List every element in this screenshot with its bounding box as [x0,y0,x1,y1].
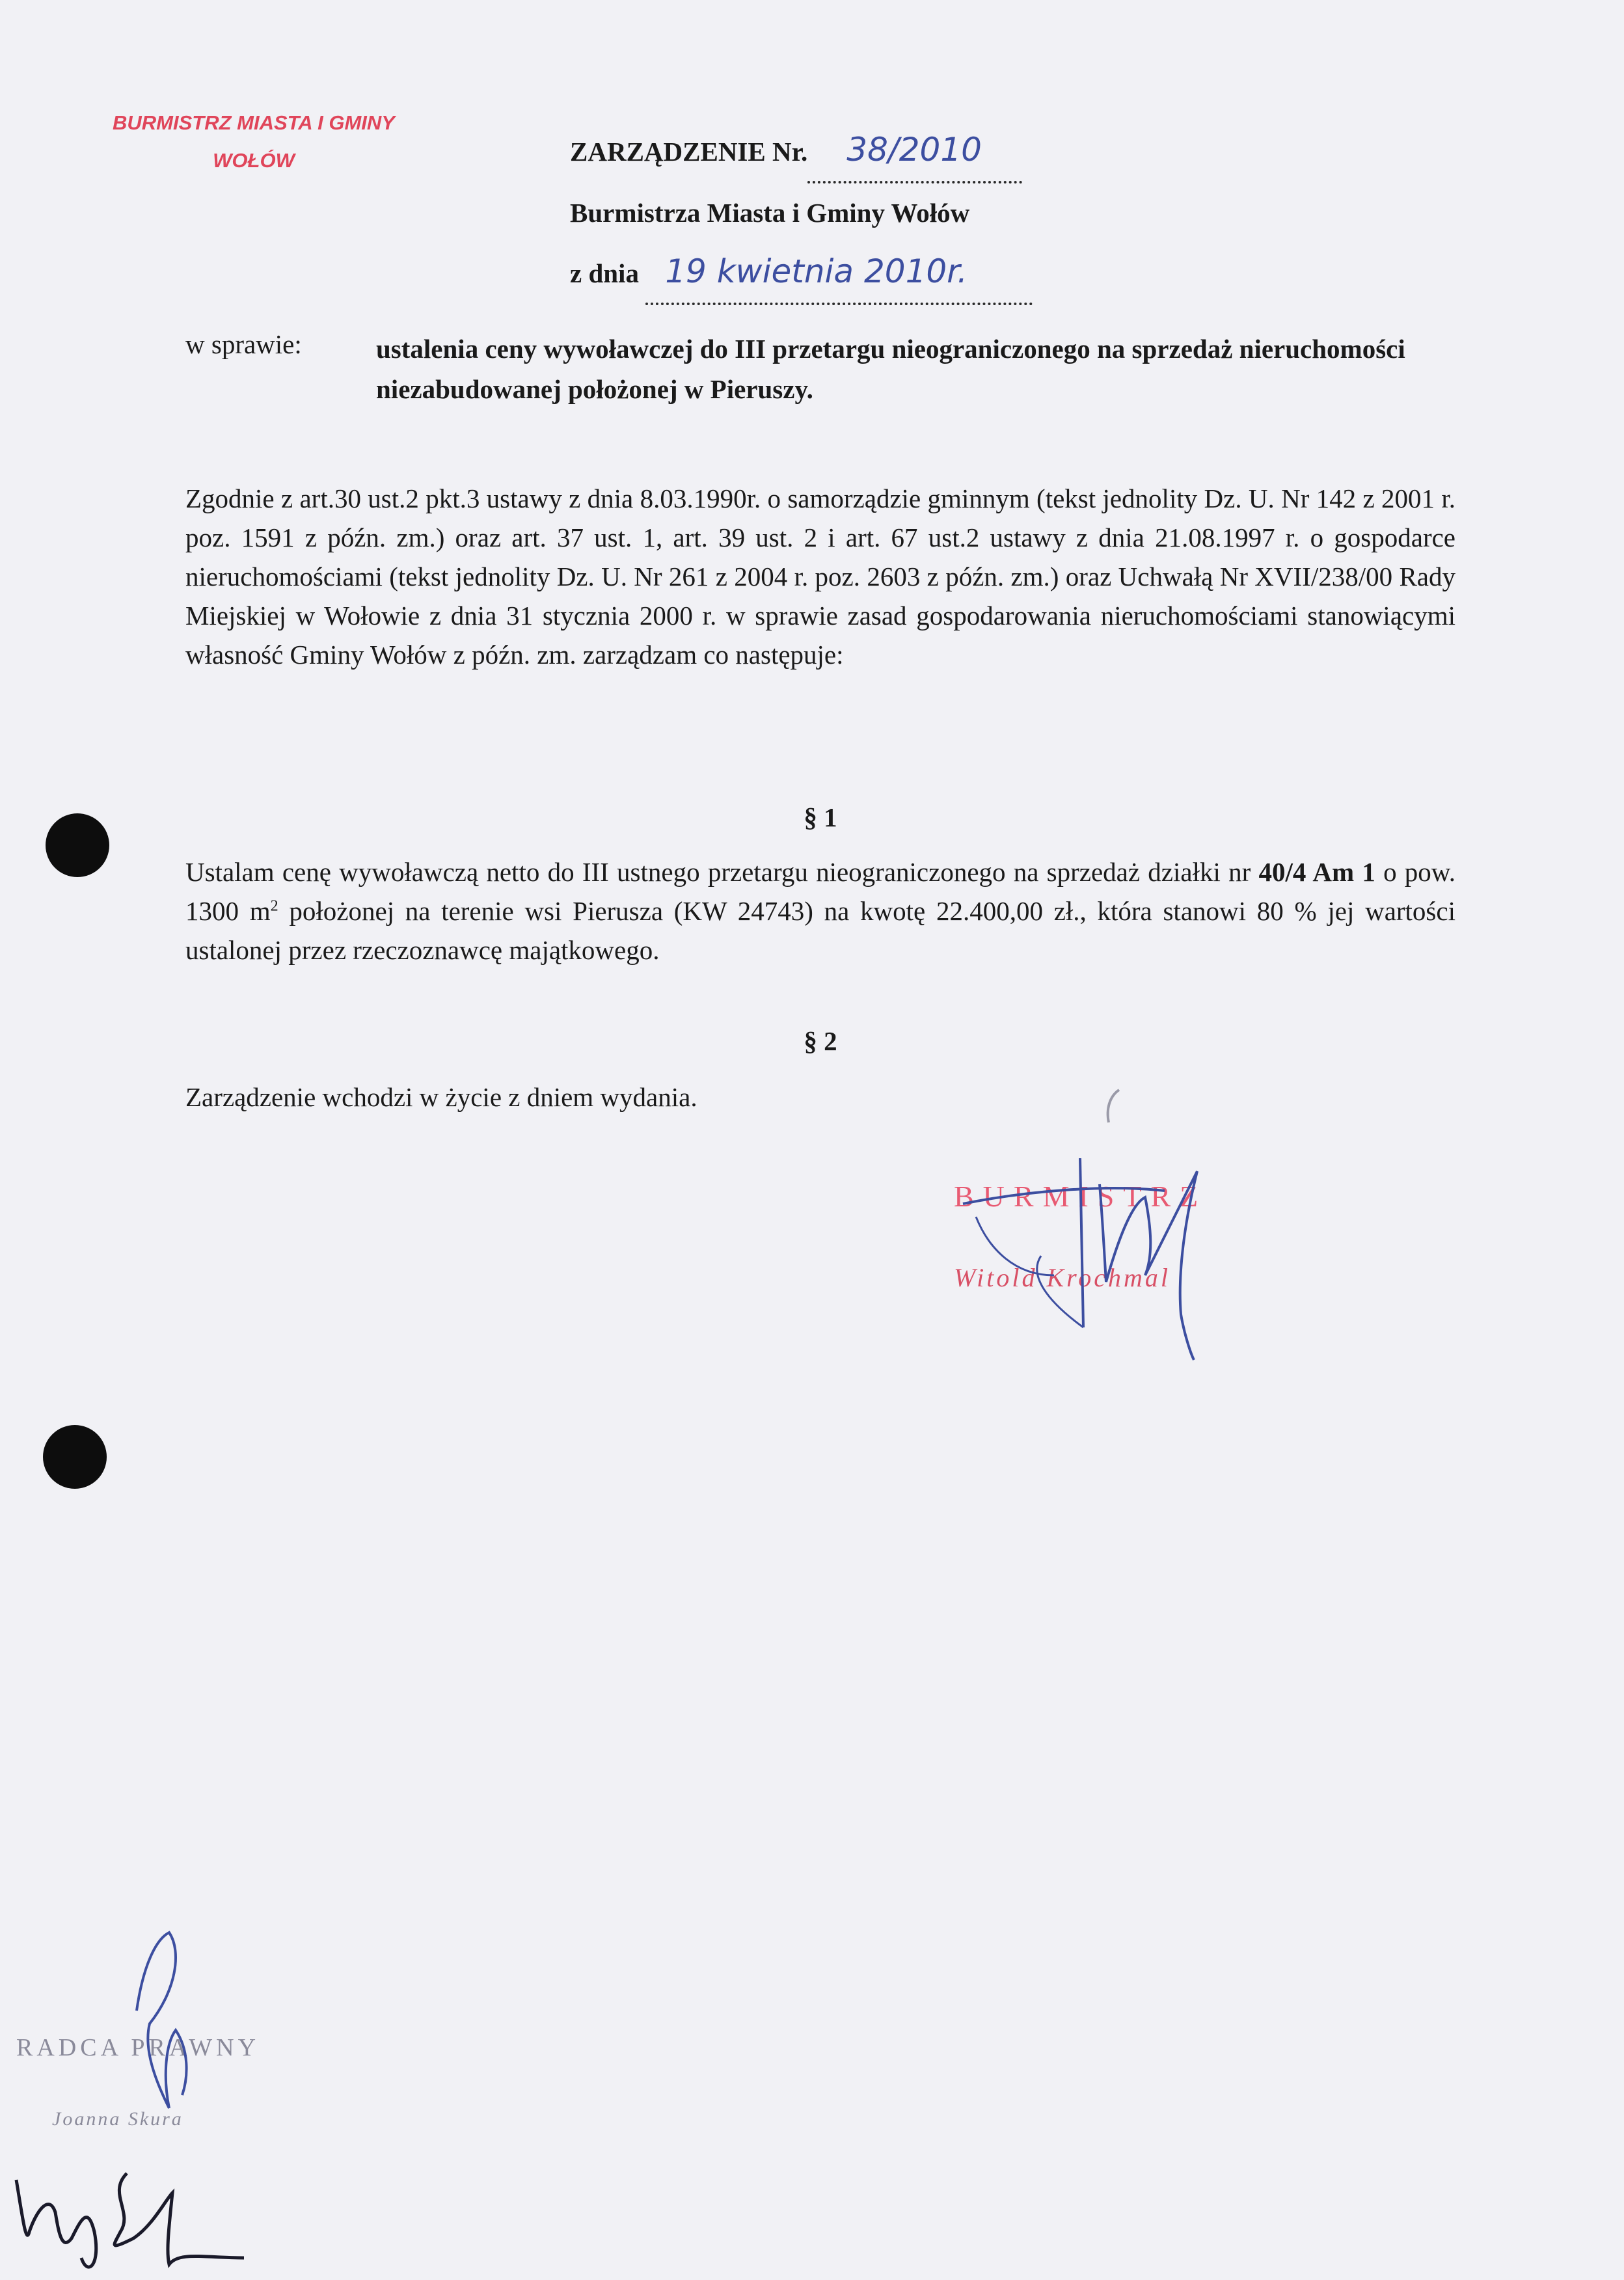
handwritten-date: 19 kwietnia 2010r. [665,252,968,290]
issuer-line: Burmistrza Miasta i Gminy Wołów [570,198,970,228]
section-1-paragraph [185,852,1455,970]
mayor-stamp-name: Witold Krochmal [954,1263,1171,1292]
issuer-stamp-line1: BURMISTRZ MIASTA I GMINY [113,111,395,134]
section-2-paragraph: Zarządzenie wchodzi w życie z dniem wydania. [185,1082,697,1112]
subject-label: w sprawie: [185,329,302,359]
issuer-stamp-line2: WOŁÓW [213,149,295,172]
mayor-stamp-title: BURMISTRZ [954,1180,1208,1213]
legal-stamp-name: Joanna Skura [52,2108,183,2130]
punch-hole-bottom [43,1425,107,1489]
mayor-signature [950,1145,1288,1366]
legal-stamp-title: RADCA PRAWNY [16,2034,260,2061]
date-field [645,242,1033,305]
number-field [807,120,1022,183]
area-superscript: 2 [270,897,278,915]
ink-mark [1100,1087,1126,1126]
legal-signature [98,1913,241,2160]
section-1-text-b: o pow. 1300 m [185,857,1455,926]
section-1-heading: § 1 [804,802,837,832]
handwritten-number: 38/2010 [846,131,982,169]
section-1-text-a: Ustalam cenę wywoławczą netto do III ustnego przetargu nieograniczonego na sprzedaż działki nr [185,857,1259,887]
preamble-paragraph: Zgodnie z art.30 ust.2 pkt.3 ustawy z dnia 8.03.1990r. o samorządzie gminnym (tekst jednolity Dz. U. Nr 142 z 2001 r. poz. 1591 z późn. zm.) oraz art. 37 ust. 1, art. 39 ust. 2 i art. 67 ust.2 ustawy z dnia 21.08.1997 r. o gospodarce nieruchomościami (tekst jednolity Dz. U. Nr 261 z 2004 r. poz. 2603 z późn. zm.) oraz Uchwałą Nr XVII/238/00 Rady Miejskiej w Wołowie z dnia 31 stycznia 2000 r. w sprawie zasad gospodarowania nieruchomościami stanowiącymi własność Gminy Wołów z późn. zm. zarządzam co następuje: [185,483,1455,670]
initials-signature [10,2154,257,2277]
parcel-number: 40/4 Am 1 [1258,857,1375,887]
date-prefix: z dnia [570,258,646,288]
section-1-text-c: położonej na terenie wsi Pierusza (KW 24743) na kwotę 22.400,00 zł., która stanowi 80 % jej wartości ustalonej przez rzeczoznawcę majątkowego. [185,896,1455,965]
section-2-heading: § 2 [804,1026,837,1056]
title-prefix: ZARZĄDZENIE Nr. [570,137,808,167]
document-title [570,120,1033,183]
date-line [570,242,1033,305]
issuer-stamp [72,104,436,180]
document-header [570,120,1033,305]
punch-hole-top [46,813,109,877]
subject-text: ustalenia ceny wywoławczej do III przetargu nieograniczonego na sprzedaż nieruchomości niezabudowanej położonej w Pieruszy. [376,334,1405,404]
